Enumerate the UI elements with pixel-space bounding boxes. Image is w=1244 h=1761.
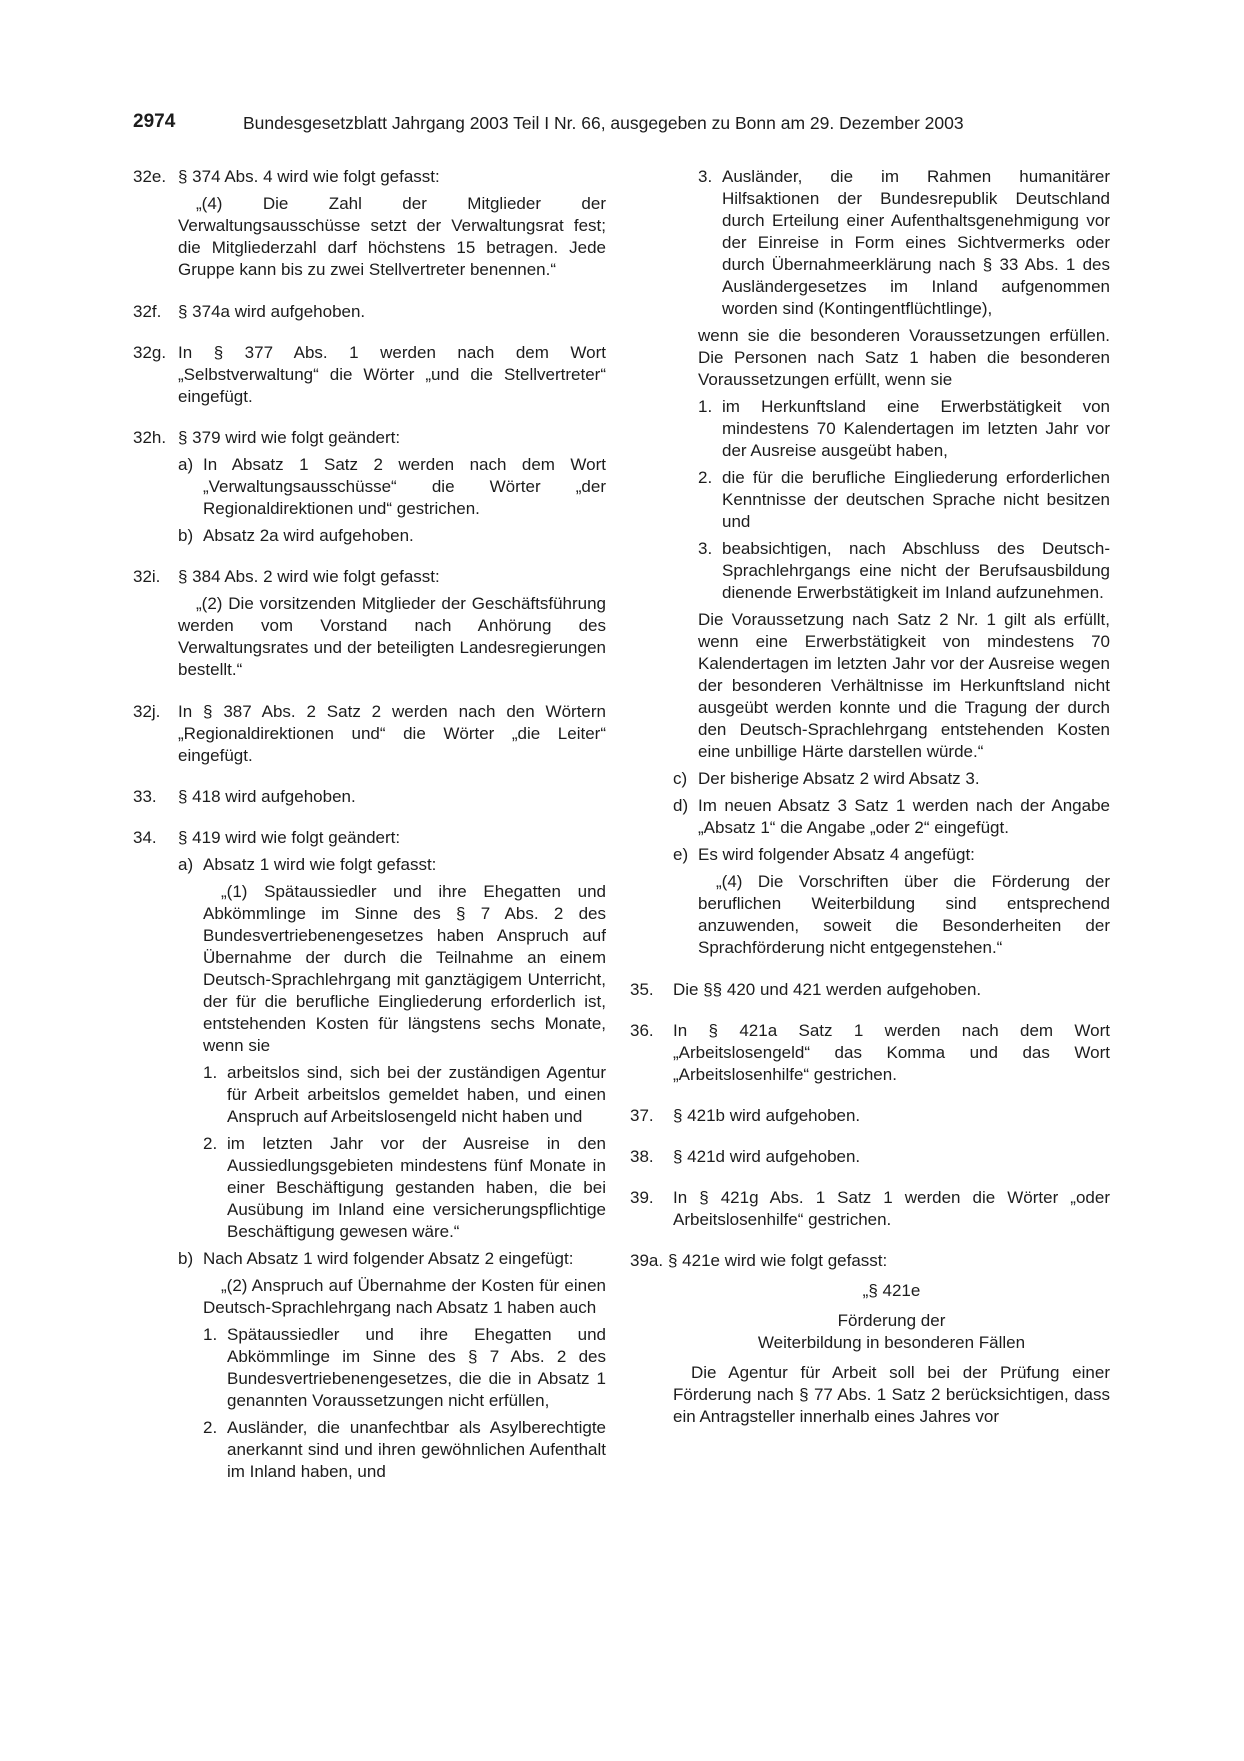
item-number: 32g. xyxy=(133,343,167,362)
subitem-text: Absatz 1 wird wie folgt gefasst: xyxy=(203,855,437,874)
enum-number: 1. xyxy=(203,1063,218,1082)
enum-r2 xyxy=(698,467,1110,533)
left-column xyxy=(133,166,606,1483)
item-number: 38. xyxy=(630,1147,654,1166)
item-text: § 418 wird aufgehoben. xyxy=(178,787,356,806)
item-text: In § 421a Satz 1 werden nach dem Wort „Arbeitslosengeld“ das Komma und das Wort „Arbeitslosenhilfe“ gestrichen. xyxy=(673,1021,1110,1084)
subitem-d xyxy=(673,795,1110,839)
enum-34-a-1 xyxy=(203,1062,606,1128)
subitem-text: Nach Absatz 1 wird folgender Absatz 2 eingefügt: xyxy=(203,1249,574,1268)
item-text: Die §§ 420 und 421 werden aufgehoben. xyxy=(673,980,982,999)
subitem-c xyxy=(673,768,1110,790)
item-text: § 379 wird wie folgt geändert: xyxy=(178,428,401,447)
section-heading-title: Förderung der xyxy=(837,1311,946,1330)
page-header xyxy=(133,111,1113,137)
subitem-text: Absatz 2a wird aufgehoben. xyxy=(203,526,414,545)
subitem-34-a xyxy=(178,854,606,876)
item-35 xyxy=(630,979,1110,1001)
item-33 xyxy=(133,786,606,808)
enum-r3b xyxy=(698,538,1110,604)
subitem-letter: a) xyxy=(178,855,194,874)
enum-34-a-2 xyxy=(203,1133,606,1243)
quoted-text: „(2) Die vorsitzenden Mitglieder der Geschäftsführung werden vom Vorstand nach Anhörung des Verwaltungsrates und der beteiligten Landesregierungen bestellt.“ xyxy=(178,594,606,679)
subitem-text: Es wird folgender Absatz 4 angefügt: xyxy=(698,845,975,864)
item-34 xyxy=(133,827,606,849)
enum-r1 xyxy=(698,396,1110,462)
item-32f xyxy=(133,301,606,323)
section-body: Die Agentur für Arbeit soll bei der Prüfung einer Förderung nach § 77 Abs. 1 Satz 2 berücksichtigen, dass ein Antragsteller innerhalb eines Jahres vor xyxy=(673,1363,1110,1426)
subitem-letter: d) xyxy=(673,796,689,815)
item-text: § 384 Abs. 2 wird wie folgt gefasst: xyxy=(178,567,440,586)
subitem-letter: e) xyxy=(673,845,689,864)
item-32g xyxy=(133,342,606,408)
item-number: 39. xyxy=(630,1188,654,1207)
enum-number: 1. xyxy=(203,1325,218,1344)
subitem-34-b xyxy=(178,1248,606,1270)
subitem-letter: a) xyxy=(178,455,194,474)
enum-text: Ausländer, die im Rahmen humanitärer Hilfsaktionen der Bundesrepublik Deutschland durch Erteilung einer Aufenthaltsgenehmigung vor der Einreise in Form eines Sichtvermerks oder durch Übernahmeerklärung nach § 33 Abs. 1 des Ausländergesetzes im Inland aufgenommen worden sind (Kontingentflüchtlinge), xyxy=(722,167,1110,318)
publication-title: Bundesgesetzblatt Jahrgang 2003 Teil I Nr. 66, ausgegeben zu Bonn am 29. Dezember 2003 xyxy=(243,113,964,133)
enum-number: 3. xyxy=(698,539,713,558)
enum-text: arbeitslos sind, sich bei der zuständigen Agentur für Arbeit arbeitslos gemeldet haben, und einen Anspruch auf Arbeitslosengeld nicht haben und xyxy=(227,1063,606,1126)
right-column xyxy=(630,166,1110,1428)
subitem-text: In Absatz 1 Satz 2 werden nach dem Wort „Verwaltungsausschüsse“ die Wörter „der Regionaldirektionen und“ gestrichen. xyxy=(203,455,606,518)
item-text: § 419 wird wie folgt geändert: xyxy=(178,828,401,847)
item-number: 35. xyxy=(630,980,654,999)
item-text: § 421d wird aufgehoben. xyxy=(673,1147,861,1166)
enum-number: 3. xyxy=(698,167,713,186)
item-number: 37. xyxy=(630,1106,654,1125)
enum-34-b-1 xyxy=(203,1324,606,1412)
item-number: 32j. xyxy=(133,702,161,721)
item-number: 36. xyxy=(630,1021,654,1040)
item-37 xyxy=(630,1105,1110,1127)
item-number: 32h. xyxy=(133,428,167,447)
quoted-text: „(4) Die Vorschriften über die Förderung der beruflichen Weiterbildung sind entsprechend anzuwenden, soweit die Besonderheiten der Sprachförderung nicht entgegenstehen.“ xyxy=(698,872,1110,957)
enum-text: die für die berufliche Eingliederung erforderlichen Kenntnisse der deutschen Sprache nicht besitzen und xyxy=(722,468,1110,531)
item-number: 34. xyxy=(133,828,157,847)
item-32i xyxy=(133,566,606,588)
enum-number: 1. xyxy=(698,397,713,416)
section-heading-number: „§ 421e xyxy=(862,1281,921,1300)
item-text: § 421b wird aufgehoben. xyxy=(673,1106,861,1125)
paragraph: Die Voraussetzung nach Satz 2 Nr. 1 gilt als erfüllt, wenn eine Erwerbstätigkeit von mindestens 70 Kalendertagen im letzten Jahr vor der Ausreise wegen der besonderen Verhältnisse im Herkunftsland nicht ausgeübt werden konnte und die Tragung der durch den Deutsch-Sprachlehrgang entstehenden Kosten eine unbillige Härte darstellen würde.“ xyxy=(698,610,1110,761)
item-text: § 374 Abs. 4 wird wie folgt gefasst: xyxy=(178,167,440,186)
quoted-text: „(1) Spätaussiedler und ihre Ehegatten und Abkömmlinge im Sinne des § 7 Abs. 2 des Bundesvertriebenengesetzes haben Anspruch auf Übernahme der durch die Teilnahme an einem Deutsch-Sprachlehrgang mit ganztägigem Unterricht, der für die berufliche Eingliederung erforderlich ist, entstehenden Kosten für längstens sechs Monate, wenn sie xyxy=(203,882,606,1055)
item-32j xyxy=(133,701,606,767)
enum-number: 2. xyxy=(203,1418,218,1437)
subitem-text: Der bisherige Absatz 2 wird Absatz 3. xyxy=(698,769,980,788)
item-number: 39a. xyxy=(630,1251,664,1270)
enum-number: 2. xyxy=(698,468,713,487)
item-32e xyxy=(133,166,606,188)
quoted-text: „(4) Die Zahl der Mitglieder der Verwaltungsausschüsse setzt der Verwaltungsrat fest; die Mitgliederzahl darf höchstens 15 betragen. Jede Gruppe kann bis zu zwei Stellvertreter benennen.“ xyxy=(178,194,606,279)
enum-34-b-2 xyxy=(203,1417,606,1483)
item-39a xyxy=(630,1250,1110,1272)
item-38 xyxy=(630,1146,1110,1168)
item-text: In § 377 Abs. 1 werden nach dem Wort „Selbstverwaltung“ die Wörter „und die Stellvertreter“ eingefügt. xyxy=(178,343,606,406)
subitem-e xyxy=(673,844,1110,866)
page-number: 2974 xyxy=(133,111,176,132)
item-text: In § 387 Abs. 2 Satz 2 werden nach den Wörtern „Regionaldirektionen und“ die Wörter „die Leiter“ eingefügt. xyxy=(178,702,606,765)
enum-text: im Herkunftsland eine Erwerbstätigkeit von mindestens 70 Kalendertagen im letzten Jahr vor der Ausreise ausgeübt haben, xyxy=(722,397,1110,460)
quoted-text: „(2) Anspruch auf Übernahme der Kosten für einen Deutsch-Sprachlehrgang nach Absatz 1 haben auch xyxy=(203,1276,606,1317)
item-number: 32f. xyxy=(133,302,162,321)
subitem-32h-a xyxy=(178,454,606,520)
enum-text: Spätaussiedler und ihre Ehegatten und Abkömmlinge im Sinne des § 7 Abs. 2 des Bundesvertriebenengesetzes, die die in Absatz 1 genannten Voraussetzungen nicht erfüllen, xyxy=(227,1325,606,1410)
enum-r3 xyxy=(698,166,1110,320)
item-text: § 374a wird aufgehoben. xyxy=(178,302,366,321)
enum-number: 2. xyxy=(203,1134,218,1153)
subitem-letter: c) xyxy=(673,769,688,788)
item-36 xyxy=(630,1020,1110,1086)
enum-text: Ausländer, die unanfechtbar als Asylberechtigte anerkannt sind und ihren gewöhnlichen Aufenthalt im Inland haben, und xyxy=(227,1418,606,1481)
item-text: § 421e wird wie folgt gefasst: xyxy=(668,1251,888,1270)
item-39 xyxy=(630,1187,1110,1231)
enum-text: im letzten Jahr vor der Ausreise in den Aussiedlungsgebieten mindestens fünf Monate in einer Beschäftigung gestanden haben, die bei Ausübung im Inland eine versicherungspflichtige Beschäftigung gewesen wäre.“ xyxy=(227,1134,606,1241)
item-number: 32i. xyxy=(133,567,161,586)
item-text: In § 421g Abs. 1 Satz 1 werden die Wörter „oder Arbeitslosenhilfe“ gestrichen. xyxy=(673,1188,1110,1229)
item-32h xyxy=(133,427,606,449)
subitem-32h-b xyxy=(178,525,606,547)
subitem-letter: b) xyxy=(178,526,194,545)
item-number: 33. xyxy=(133,787,157,806)
item-number: 32e. xyxy=(133,167,167,186)
subitem-text: Im neuen Absatz 3 Satz 1 werden nach der Angabe „Absatz 1“ die Angabe „oder 2“ eingefügt. xyxy=(698,796,1110,837)
section-heading-title: Weiterbildung in besonderen Fällen xyxy=(757,1333,1026,1352)
paragraph: wenn sie die besonderen Voraussetzungen erfüllen. Die Personen nach Satz 1 haben die besonderen Voraussetzungen erfüllt, wenn sie xyxy=(698,326,1110,389)
enum-text: beabsichtigen, nach Abschluss des Deutsch-Sprachlehrgangs eine nicht der Berufsausbildung dienende Erwerbstätigkeit im Inland aufzunehmen. xyxy=(722,539,1110,602)
subitem-letter: b) xyxy=(178,1249,194,1268)
